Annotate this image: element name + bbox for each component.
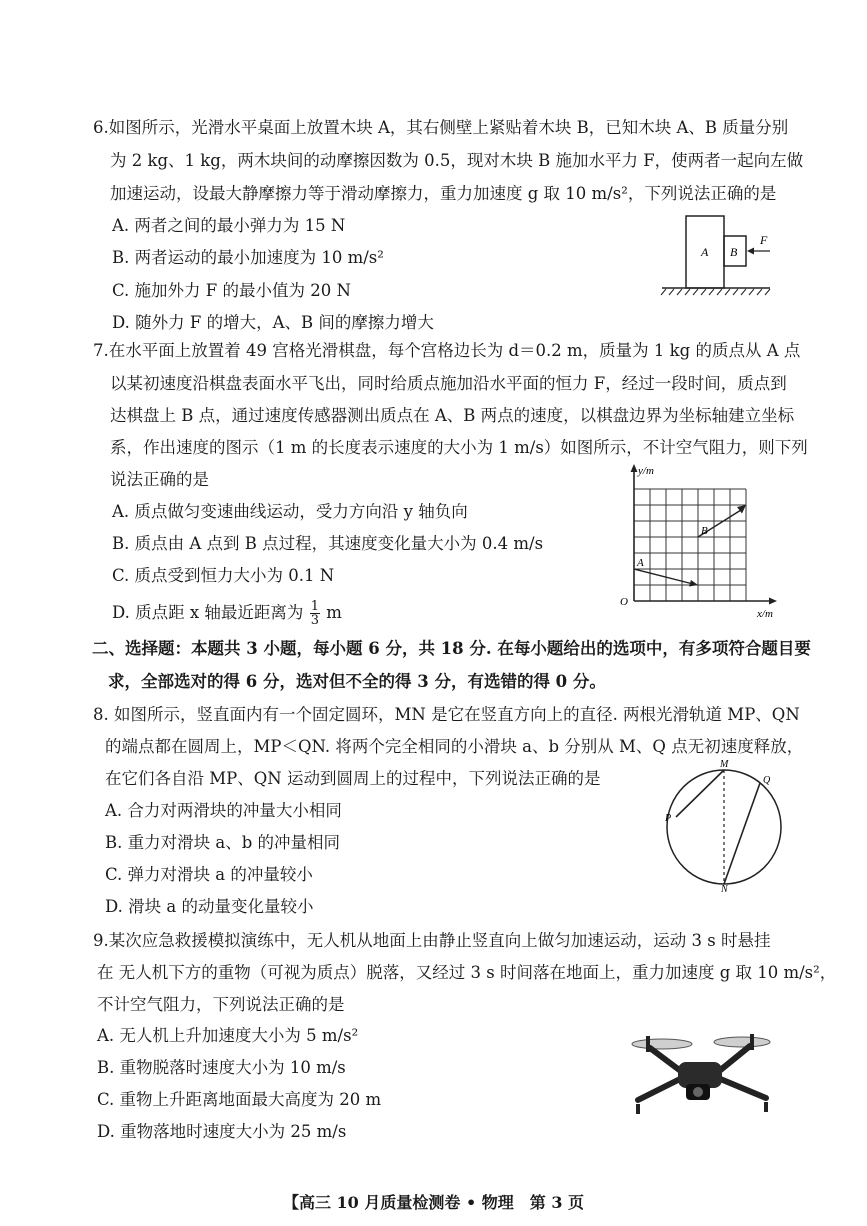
q7-stem-line-2: 以某初速度沿棋盘表面水平飞出，同时给质点施加沿水平面的恒力 F，经过一段时间，质点到 [110,374,787,393]
drone-icon [620,1022,780,1122]
q6-option-b: B. 两者运动的最小加速度为 10 m/s² [112,248,384,267]
q9-stem-line-2: 在 无人机下方的重物（可视为质点）脱落，又经过 3 s 时间落在地面上，重力加速度 g 取 10 m/s²， [97,963,837,982]
point-a-label: A [637,557,644,569]
q8-stem-line-3: 在它们各自沿 MP、QN 运动到圆周上的过程中，下列说法正确的是 [105,769,601,788]
q8-option-c: C. 弹力对滑块 a 的冲量较小 [105,865,313,884]
q8-option-d: D. 滑块 a 的动量变化量较小 [105,897,314,916]
q8-stem-line-1: 8. 如图所示，竖直面内有一个固定圆环，MN 是它在竖直方向上的直径. 两根光滑轨道 MP、QN [93,705,800,724]
block-a-label: A [701,245,709,259]
q7-option-c: C. 质点受到恒力大小为 0.1 N [112,566,335,585]
origin-label: O [620,596,628,608]
label-p: P [665,813,672,824]
q8-circle-figure [662,758,782,892]
fraction [310,600,320,627]
q6-stem-line-2: 为 2 kg、1 kg，两木块间的动摩擦因数为 0.5，现对木块 B 施加水平力 F，使两者一起向左做 [110,151,804,170]
track-qn [724,783,760,884]
label-q: Q [763,775,771,786]
q6-option-a: A. 两者之间的最小弹力为 15 N [112,216,346,235]
label-m: M [720,759,729,770]
fraction-denominator: 3 [310,613,319,628]
block-b-label: B [730,245,738,259]
q9-stem-line-3: 不计空气阻力，下列说法正确的是 [97,995,345,1014]
section2-heading-line-1: 二、选择题：本题共 3 小题，每小题 6 分，共 18 分. 在每小题给出的选项中，有多项符合题目要 [92,639,811,658]
q9-option-a: A. 无人机上升加速度大小为 5 m/s² [97,1026,359,1045]
q8-option-b: B. 重力对滑块 a、b 的冲量相同 [105,833,341,852]
q6-stem-line-3: 加速运动，设最大静摩擦力等于滑动摩擦力，重力加速度 g 取 10 m/s²，下列说法正确的是 [110,184,777,203]
axis-x-label: x/m [757,608,773,620]
q7-stem-line-4: 系，作出速度的图示（1 m 的长度表示速度的大小为 1 m/s）如图所示，不计空气阻力，则下列 [110,438,808,457]
q9-stem-line-1: 9.某次应急救援模拟演练中，无人机从地面上由静止竖直向上做匀加速运动，运动 3 s 时悬挂 [93,931,771,950]
q7-option-a: A. 质点做匀变速曲线运动，受力方向沿 y 轴负向 [112,502,468,521]
track-mp [676,770,724,817]
q6-stem-line-1: 6.如图所示，光滑水平桌面上放置木块 A，其右侧壁上紧贴着木块 B，已知木块 A、B 质量分别 [93,118,789,137]
q6-option-d: D. 随外力 F 的增大，A、B 间的摩擦力增大 [112,313,434,332]
q8-option-a: A. 合力对两滑块的冲量大小相同 [105,801,342,820]
force-label: F [760,233,768,247]
q9-option-c: C. 重物上升距离地面最大高度为 20 m [97,1090,382,1109]
q9-option-d: D. 重物落地时速度大小为 25 m/s [97,1122,347,1141]
point-b-label: B [701,525,708,537]
q7-option-d-suffix: m [326,603,342,622]
q8-stem-line-2: 的端点都在圆周上，MP＜QN. 将两个完全相同的小滑块 a、b 分别从 M、Q 点无初速度释放， [105,737,804,756]
q7-option-d [112,600,342,627]
q7-stem-line-3: 达棋盘上 B 点，通过速度传感器测出质点在 A、B 两点的速度，以棋盘边界为坐标轴建立坐标 [110,406,795,425]
velocity-a-arrow [634,569,693,584]
q7-stem-line-1: 7.在水平面上放置着 49 宫格光滑棋盘，每个宫格边长为 d＝0.2 m，质量为 1 kg 的质点从 A 点 [93,341,801,360]
q7-velocity-grid-figure [612,462,782,622]
axis-y-label: y/m [638,465,654,477]
page-footer: 【高三 10 月质量检测卷 • 物理 第 3 页 [282,1193,585,1212]
q7-option-b: B. 质点由 A 点到 B 点过程，其速度变化量大小为 0.4 m/s [112,534,544,553]
q6-option-c: C. 施加外力 F 的最小值为 20 N [112,281,351,300]
q9-option-b: B. 重物脱落时速度大小为 10 m/s [97,1058,346,1077]
label-n: N [721,884,728,892]
fraction-numerator: 1 [310,599,319,614]
q6-blocks-figure [656,212,776,297]
q7-stem-line-5: 说法正确的是 [110,470,209,489]
section2-heading-line-2: 求，全部选对的得 6 分，选对但不全的得 3 分，有选错的得 0 分。 [108,672,606,691]
q7-option-d-prefix: D. 质点距 x 轴最近距离为 [112,603,304,622]
